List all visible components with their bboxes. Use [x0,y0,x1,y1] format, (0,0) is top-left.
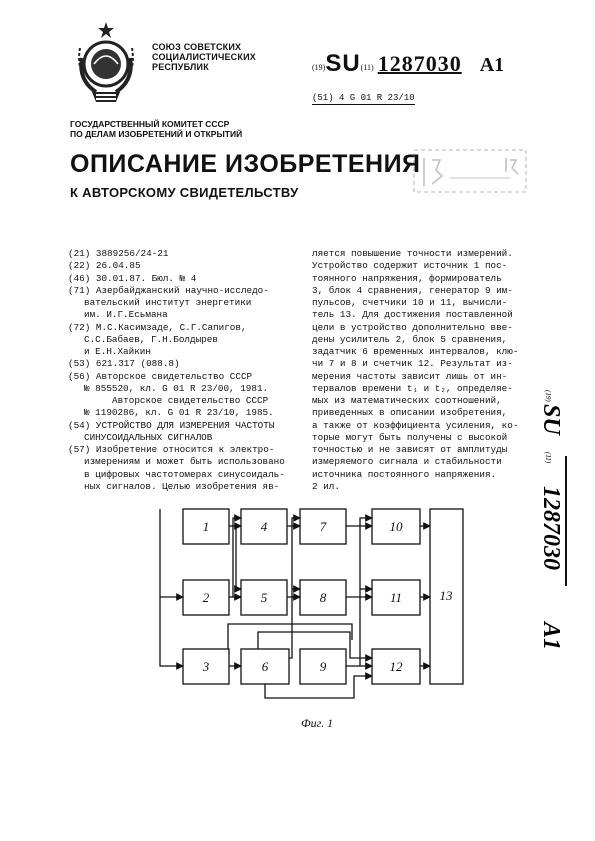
side-kind-code: A1 [538,622,564,651]
block-label: 10 [389,519,403,534]
block-label: 12 [389,659,403,674]
document-title: ОПИСАНИЕ ИЗОБРЕТЕНИЯ [70,150,421,178]
library-stamp-icon [410,146,530,196]
block-label: 9 [319,659,327,674]
block-label: 2 [202,590,210,605]
country-name: СОЮЗ СОВЕТСКИХ СОЦИАЛИСТИЧЕСКИХ РЕСПУБЛИК [152,42,256,72]
block-label: 1 [202,519,210,534]
side-code11: (11) [544,452,552,464]
block-label: 6 [261,659,269,674]
block-label: 3 [202,659,210,674]
block-label: 13 [439,588,453,603]
side-patent-number: 1287030 [538,486,564,570]
committee-name: ГОСУДАРСТВЕННЫЙ КОМИТЕТ СССР ПО ДЕЛАМ ИЗОБРЕТЕНИЙ И ОТКРЫТИЙ [70,119,243,139]
patent-number: 1287030 [377,51,462,76]
side-country-code: SU [538,404,564,435]
side-code19: (19) [544,390,552,402]
ipc-class: (51) 4 G 01 R 23/10 [312,93,415,103]
document-subtitle: К АВТОРСКОМУ СВИДЕТЕЛЬСТВУ [70,185,299,200]
state-emblem-icon [70,18,142,108]
country-code: SU [325,50,361,77]
bibliographic-column: (21) 3889256/24-21 (22) 26.04.85 (46) 30.01.87. Бюл. № 4 (71) Азербайджанский научно-исследо- вательский институт энергетики им. И.Г.Есьмана (72) М.С.Касимзаде, С.Г.Сапигов, С.С.Бабаев, Г.Н.Болдырев и Е.Н.Хайкин (53) 621.317 (088.8) (56) Авторское свидетельство СССР № 855520, кл. G 01 R 23/00, 1981. Авторское свидетельство СССР № 1190286, кл. G 01 R 23/10, 1985. (54) УСТРОЙСТВО ДЛЯ ИЗМЕРЕНИЯ ЧАСТОТЫ СИНУСОИДАЛЬНЫХ СИГНАЛОВ (57) Изобретение относится к электро- измерениям и может быть использовано в цифровых частотомерах синусоидаль- ных сигналов. Целью изобретения яв- [68,248,285,492]
figure-caption: Фиг. 1 [301,716,334,730]
block-label: 11 [389,590,403,605]
publication-number: (19)SU(11) 1287030 A1 [312,50,505,77]
block-label: 5 [260,590,268,605]
kind-code: A1 [479,54,505,76]
block-label: 8 [319,590,327,605]
block-label: 7 [319,519,327,534]
abstract-column: ляется повышение точности измерений. Устройство содержит источник 1 пос- тоянного напряжения, формирователь 3, блок 4 сравнения, генератор 9 им- пульсов, счетчики 10 и 11, вычисли- тель 13. Для достижения поставленной цели в устройство дополнительно вве- дены усилитель 2, блок 5 сравнения, задатчик 6 временных интервалов, клю- чи 7 и 8 и счетчик 12. Результат из- мерения частоты зависит лишь от ин- тервалов времени t₁ и t₂, определяе- мых из математических соотношений, приведенных в описании изобретения, а также от коэффициента усиления, ко- торые могут быть получены с высокой точностью и не зависят от амплитуды измеряемого сигнала и стабильности источника постоянного напряжения. 2 ил. [312,248,519,492]
block-diagram [150,498,475,728]
side-publication-number [536,386,576,676]
block-label: 4 [260,519,268,534]
